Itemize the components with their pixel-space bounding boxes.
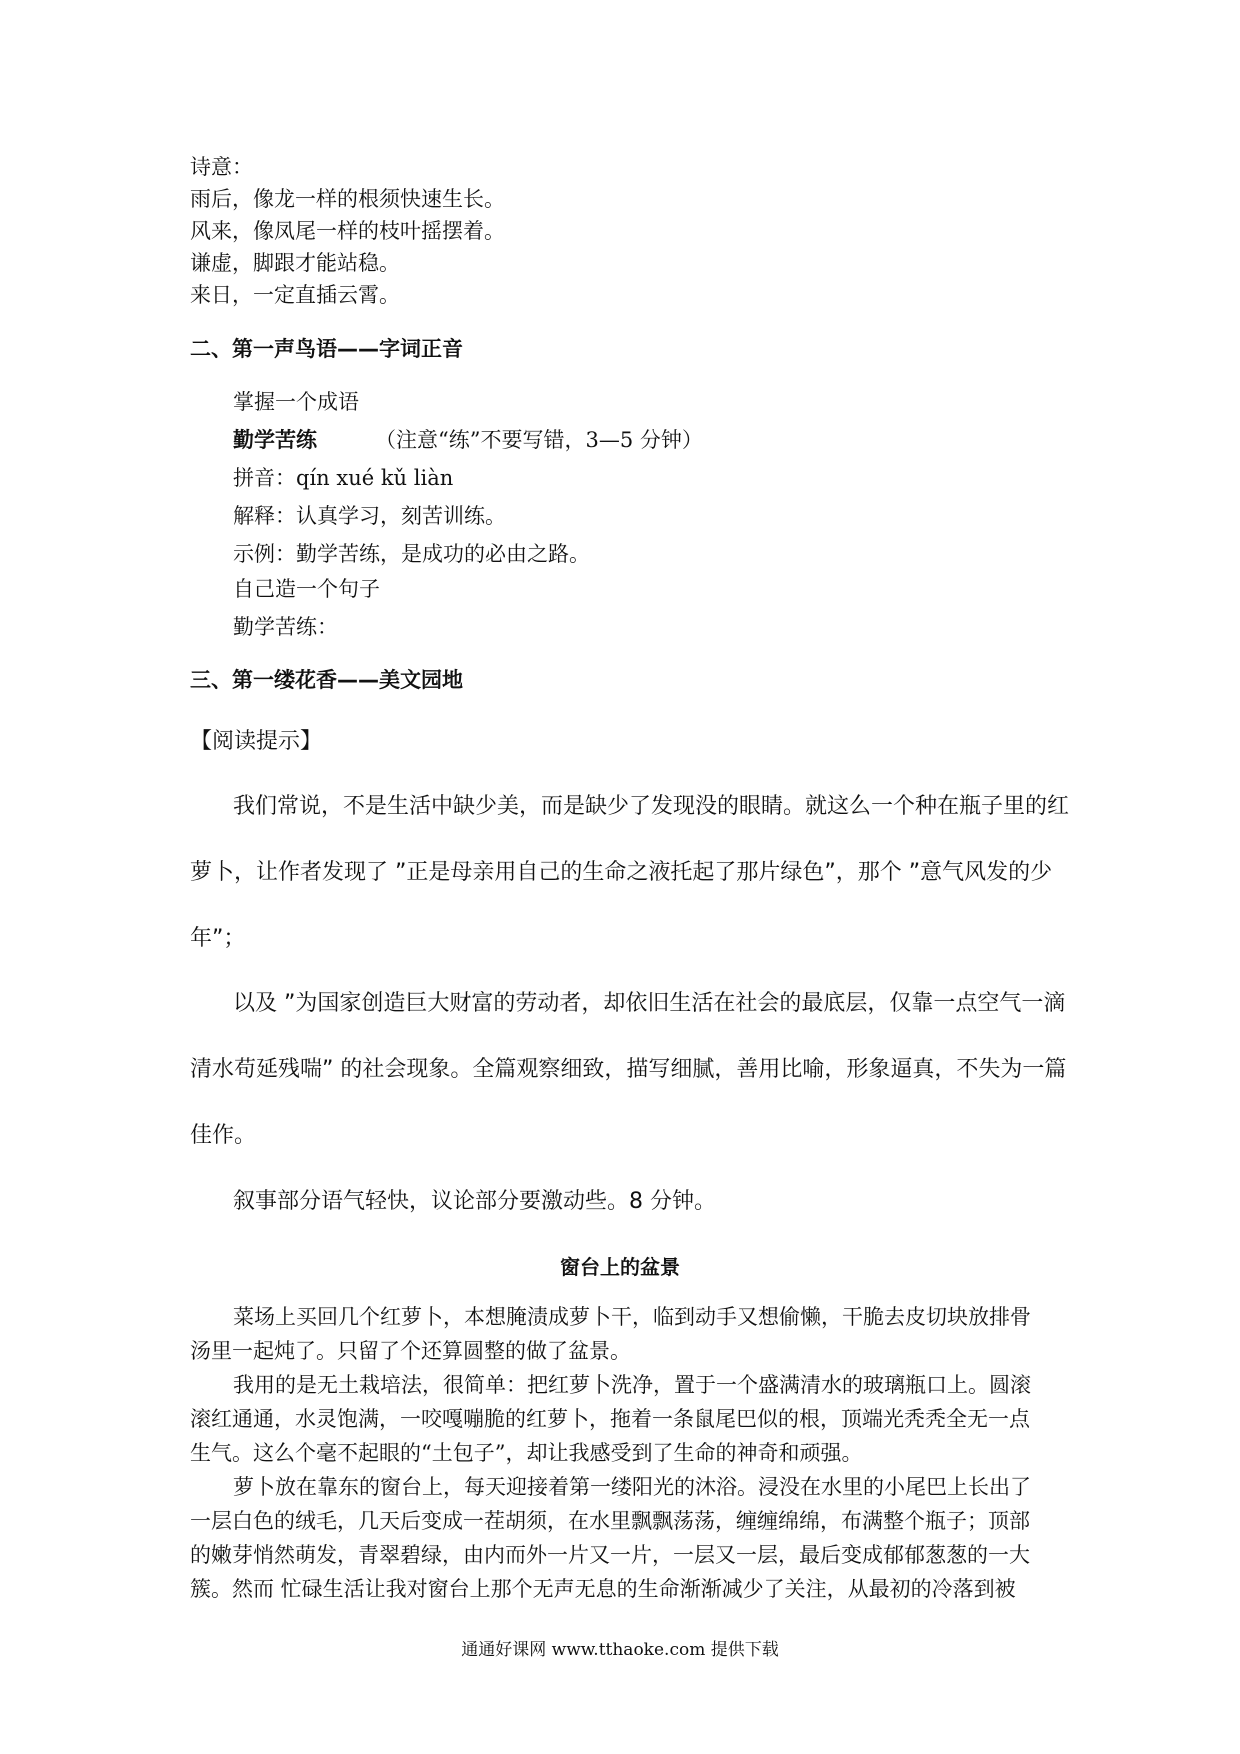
idiom-intro: 掌握一个成语 — [233, 390, 359, 414]
poem-meaning-label: 诗意： — [190, 155, 253, 179]
idiom-row — [233, 425, 703, 455]
sentence-answer-line: 勤学苦练： — [233, 615, 338, 639]
idiom-word: 勤学苦练 — [233, 428, 317, 452]
reading-tip-line: 叙事部分语气轻快，议论部分要激动些。8 分钟。 — [233, 1189, 716, 1214]
section2-heading: 二、第一声鸟语——字词正音 — [190, 337, 463, 361]
poem-line: 来日，一定直插云霄。 — [190, 283, 400, 307]
reading-tip-line: 萝卜，让作者发现了 ”正是母亲用自己的生命之液托起了那片绿色”，那个 ”意气风发的少 — [190, 860, 1053, 885]
article-line: 生气。这么个毫不起眼的“土包子”，却让我感受到了生命的神奇和顽强。 — [190, 1441, 863, 1465]
article-line: 萝卜放在靠东的窗台上，每天迎接着第一缕阳光的沐浴。浸没在水里的小尾巴上长出了 — [233, 1475, 1031, 1499]
idiom-explanation: 解释：认真学习，刻苦训练。 — [233, 504, 506, 528]
article-line: 滚红通通，水灵饱满，一咬嘎嘣脆的红萝卜，拖着一条鼠尾巴似的根，顶端光秃秃全无一点 — [190, 1407, 1030, 1431]
make-sentence-prompt: 自己造一个句子 — [233, 577, 380, 601]
reading-tip-label: 【阅读提示】 — [190, 729, 323, 754]
poem-line: 谦虚，脚跟才能站稳。 — [190, 251, 400, 275]
article-line: 一层白色的绒毛，几天后变成一茬胡须，在水里飘飘荡荡，缠缠绵绵，布满整个瓶子；顶部 — [190, 1509, 1030, 1533]
reading-tip-line: 佳作。 — [190, 1123, 257, 1148]
idiom-note: （注意“练”不要写错，3—5 分钟） — [375, 428, 703, 452]
section3-heading: 三、第一缕花香——美文园地 — [190, 668, 463, 692]
article-title: 窗台上的盆景 — [560, 1255, 680, 1279]
article-line: 簇。然而 忙碌生活让我对窗台上那个无声无息的生命渐渐减少了关注，从最初的冷落到被 — [190, 1577, 1016, 1601]
reading-tip-line: 年”； — [190, 926, 246, 951]
idiom-example: 示例：勤学苦练，是成功的必由之路。 — [233, 542, 590, 566]
idiom-pinyin: 拼音：qín xué kǔ liàn — [233, 466, 454, 490]
reading-tip-line: 我们常说，不是生活中缺少美，而是缺少了发现没的眼睛。就这么一个种在瓶子里的红 — [233, 794, 1070, 819]
article-line: 菜场上买回几个红萝卜，本想腌渍成萝卜干，临到动手又想偷懒，干脆去皮切块放排骨 — [233, 1305, 1031, 1329]
page-footer: 通通好课网 www.tthaoke.com 提供下载 — [461, 1640, 779, 1660]
article-line: 的嫩芽悄然萌发，青翠碧绿，由内而外一片又一片，一层又一层，最后变成郁郁葱葱的一大 — [190, 1543, 1030, 1567]
poem-line: 风来，像凤尾一样的枝叶摇摆着。 — [190, 219, 505, 243]
article-line: 汤里一起炖了。只留了个还算圆整的做了盆景。 — [190, 1339, 631, 1363]
reading-tip-line: 清水苟延残喘” 的社会现象。全篇观察细致，描写细腻，善用比喻，形象逼真，不失为一篇 — [190, 1057, 1067, 1082]
reading-tip-line: 以及 ”为国家创造巨大财富的劳动者，却依旧生活在社会的最底层，仅靠一点空气一滴 — [233, 991, 1066, 1016]
poem-line: 雨后，像龙一样的根须快速生长。 — [190, 187, 505, 211]
article-line: 我用的是无土栽培法，很简单：把红萝卜洗净，置于一个盛满清水的玻璃瓶口上。圆滚 — [233, 1373, 1031, 1397]
